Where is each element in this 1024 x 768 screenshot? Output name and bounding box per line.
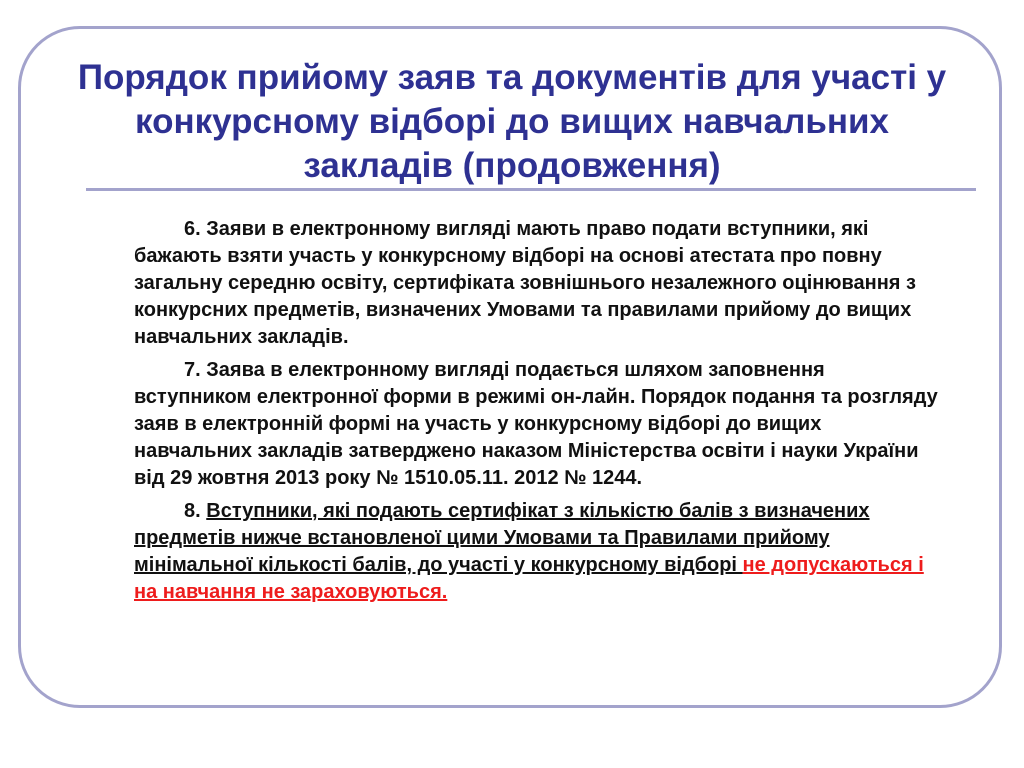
paragraph-number: 6. (184, 218, 201, 240)
paragraph-number: 7. (184, 359, 201, 381)
paragraph-8 (134, 498, 944, 606)
paragraph-6 (134, 216, 944, 351)
slide-title: Порядок прийому заяв та документів для участі у конкурсному відборі до вищих навчальних закладів (продовження) (77, 58, 947, 185)
paragraph-text: Заяви в електронному вигляді мають право подати вступники, які бажають взяти участь у конкурсному відборі на основі атестата про повну загальну середню освіту, сертифіката зовнішнього незалежного оцінювання з конкурсних предметів, визначених Умовами та правилами прийому до вищих навчальних закладів. (134, 218, 916, 348)
paragraph-red-emphasis: не допускаються і на навчання не зараховуються. (134, 554, 924, 603)
paragraph-underlined-text: Вступники, які подають сертифікат з кількістю балів з визначених предметів нижче встановленої цими Умовами та Правилами прийому мінімальної кількості балів, до участі у конкурсному відборі (134, 500, 870, 576)
slide-body (134, 216, 944, 612)
paragraph-text: Заява в електронному вигляді подається шляхом заповнення вступником електронної форми в режимі он-лайн. Порядок подання та розгляду заяв в електронній формі на участь у конкурсному відборі до вищих навчальних закладів затверджено наказом Міністерства освіти і науки України від 29 жовтня 2013 року № 1510.05.11. 2012 № 1244. (134, 359, 938, 489)
title-divider (86, 188, 976, 191)
paragraph-number: 8. (184, 500, 201, 522)
paragraph-7 (134, 357, 944, 492)
